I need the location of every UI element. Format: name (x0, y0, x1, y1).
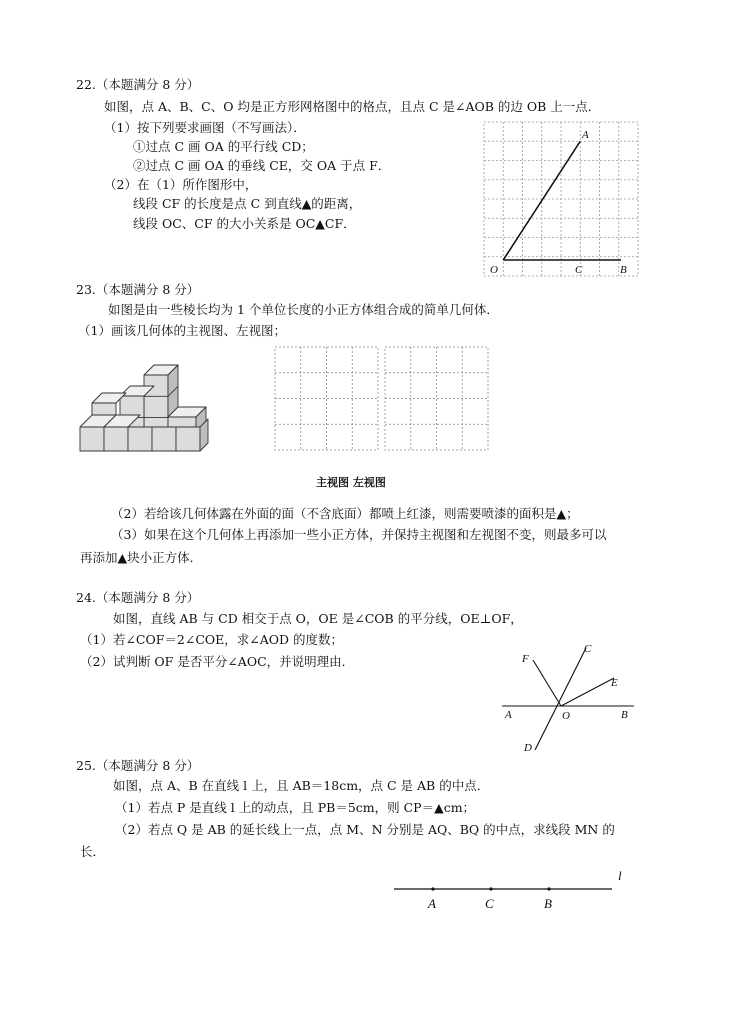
front-view-grid (275, 347, 379, 451)
q25-header: 25.（本题满分 8 分） (76, 758, 200, 773)
q24-intro: 如图，直线 AB 与 CD 相交于点 O，OE 是∠COB 的平分线，OE⊥OF， (113, 611, 523, 626)
label-C: C (575, 264, 583, 276)
label-l: l (618, 868, 622, 883)
q24-angle-figure (498, 640, 638, 755)
label-F: F (522, 653, 529, 665)
q25-intro: 如图，点 A、B 在直线 l 上，且 AB＝18cm，点 C 是 AB 的中点． (113, 778, 490, 793)
q22-part2b: 线段 OC、CF 的大小关系是 OC▲CF． (133, 216, 356, 231)
q23-part1: （1）画该几何体的主视图、左视图； (78, 323, 286, 338)
point-A (431, 887, 434, 890)
point-B (547, 887, 550, 890)
q25-part1: （1）若点 P 是直线 l 上的动点，且 PB＝5cm，则 CP＝▲cm； (115, 800, 476, 815)
label-O: O (490, 264, 498, 276)
label-D: D (524, 742, 532, 754)
label-B: B (544, 896, 552, 911)
q22-part1: （1）按下列要求画图（不写画法）． (104, 120, 306, 135)
q22-part2: （2）在（1）所作图形中， (104, 177, 258, 192)
q23-part2: （2）若给该几何体露在外面的面（不含底面）都喷上红漆，则需要喷漆的面积是▲； (111, 506, 579, 521)
q22-part1b: ②过点 C 画 OA 的垂线 CE，交 OA 于点 F． (133, 158, 391, 173)
label-E: E (611, 677, 618, 689)
q22-intro: 如图，点 A、B、C、O 均是正方形网格图中的格点，且点 C 是∠AOB 的边 OB 上一点． (104, 99, 601, 114)
label-C: C (485, 896, 494, 911)
q24-part2: （2）试判断 OF 是否平分∠AOC，并说明理由． (80, 654, 355, 669)
q22-header: 22.（本题满分 8 分） (76, 77, 200, 92)
q25-part2a: （2）若点 Q 是 AB 的延长线上一点，点 M、N 分别是 AQ、BQ 的中点，求线段 MN 的 (115, 822, 615, 837)
q23-header: 23.（本题满分 8 分） (76, 282, 200, 297)
q23-part3a: （3）如果在这个几何体上再添加一些小正方体，并保持主视图和左视图不变，则最多可以 (111, 527, 607, 542)
label-O: O (562, 710, 570, 722)
cube-solid-figure (78, 363, 210, 458)
point-C (489, 887, 492, 890)
label-A: A (582, 129, 589, 141)
q24-header: 24.（本题满分 8 分） (76, 590, 200, 605)
q22-part1a: ①过点 C 画 OA 的平行线 CD； (133, 139, 314, 154)
q23-part3b: 再添加▲块小正方体． (80, 550, 203, 565)
label-A: A (428, 896, 436, 911)
q22-grid-figure (484, 122, 642, 282)
label-A: A (505, 709, 512, 721)
q25-line-figure (392, 866, 632, 914)
label-C: C (584, 643, 592, 655)
q24-part1: （1）若∠COF＝2∠COE，求∠AOD 的度数； (80, 632, 344, 647)
q25-part2b: 长． (80, 844, 106, 859)
q22-part2a: 线段 CF 的长度是点 C 到直线▲的距离， (133, 196, 362, 211)
views-caption: 主视图 左视图 (316, 476, 386, 489)
label-B: B (621, 709, 628, 721)
ray-OF (533, 660, 561, 706)
line-CD (535, 648, 586, 750)
q23-intro: 如图是由一些棱长均为 1 个单位长度的小正方体组合成的简单几何体． (108, 302, 499, 317)
left-view-grid (385, 347, 489, 451)
label-B: B (620, 264, 627, 276)
